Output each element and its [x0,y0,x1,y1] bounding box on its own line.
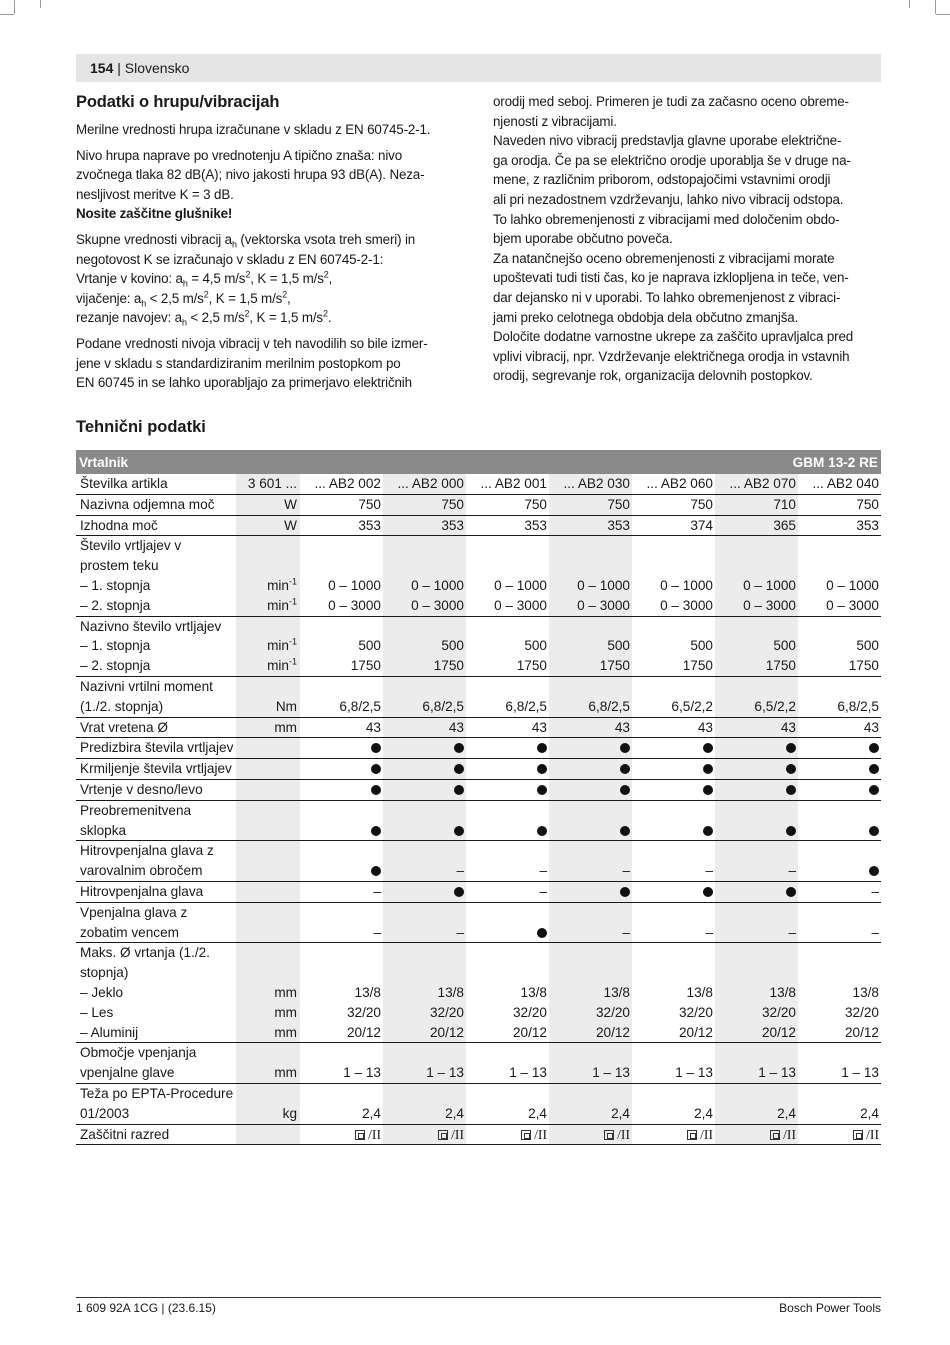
noise-heading: Podatki o hrupu/vibracijah [76,93,280,111]
ear-protection-warning: Nosite zaščitne glušnike! [76,206,233,222]
text-line: jene v skladu s standardiziranim merilnim postopkom po [76,355,401,371]
torque-row [76,676,881,717]
value-cell: 1 – 13 [798,1043,881,1084]
value-cell [798,800,881,841]
value-cell: – [632,902,715,943]
value-cell: 13/8 32/20 20/12 [383,943,466,1043]
text-line: Določite dodatne varnostne ukrepe za zaščito upravljalca pred [493,329,854,345]
value-cell [466,738,549,759]
value-cell: 6,8/2,5 [300,676,383,717]
value-cell: 1 – 13 [300,1043,383,1084]
value-cell: 750 [383,494,466,515]
row-label: Zaščitni razred [76,1124,236,1145]
value-cell: 1 – 13 [549,1043,632,1084]
filled-dot-icon [371,826,381,836]
value-cell [300,738,383,759]
value-cell [466,902,549,943]
article-number: ... AB2 060 [632,474,715,494]
table-header-row [76,450,881,474]
row-label: Krmiljenje števila vrtljajev [76,759,236,780]
filled-dot-icon [620,785,630,795]
tech-data-title: Tehnični podatki [76,418,206,436]
value-cell: 6,8/2,5 [466,676,549,717]
double-insulation-icon [438,1130,448,1140]
double-insulation-icon [355,1130,365,1140]
value-cell: 374 [632,515,715,536]
value-cell: 750 [300,494,383,515]
value-cell [383,881,466,902]
filled-dot-icon [537,928,547,938]
footer-divider [76,1297,881,1298]
text-line: dar dejansko ni v uporabi. To lahko obremenjenost z vibraci- [493,289,841,305]
double-insulation-icon [687,1130,697,1140]
filled-dot-icon [454,743,464,753]
filled-dot-icon [454,887,464,897]
row-label: Nazivni vrtilni moment (1./2. stopnja) [76,676,236,717]
unit-cell: $\min^{-1}$ $\min^{-1}$ [236,536,300,616]
value-cell: 0 – 1000 0 – 3000 [632,536,715,616]
text-line: njenosti z vibracijami. [493,113,617,129]
speed-control-row [76,759,881,780]
unit-cell [236,841,300,882]
text-line: Za natančnejšo oceno obremenjenosti z vibracijami morate [493,250,835,266]
filled-dot-icon [869,785,879,795]
value-cell: /II [466,1124,549,1145]
gear-chuck-row [76,902,881,943]
value-cell [383,738,466,759]
value-cell [798,841,881,882]
value-cell: /II [715,1124,798,1145]
value-cell [300,759,383,780]
right-column [493,92,881,386]
value-cell: 43 [383,717,466,738]
filled-dot-icon [371,764,381,774]
value-cell: 0 – 1000 0 – 3000 [798,536,881,616]
overload-clutch-row [76,800,881,841]
value-cell: – [715,841,798,882]
text-line: Podane vrednosti nivoja vibracij v teh navodilih so bile izmer- [76,335,428,351]
max-drill-row [76,943,881,1043]
row-label: Vpenjalna glava z zobatim vencem [76,902,236,943]
value-cell: 353 [466,515,549,536]
crop-mark [936,14,950,15]
value-cell [715,779,798,800]
value-cell: 13/8 32/20 20/12 [715,943,798,1043]
vibration-value-3: rezanje navojev: $a_h < 2,5$ $m/s^2$, K = 1,5 $m/s^2$. [76,308,332,329]
row-label: Število vrtljajev v prostem teku – 1. stopnja – 2. stopnja [76,536,236,616]
value-cell: 750 [632,494,715,515]
unit-cell [236,902,300,943]
value-cell: 2,4 [300,1083,383,1124]
article-row [76,474,881,494]
crop-mark [0,14,14,15]
text-line: nesljivost meritve K = 3 dB. [76,186,234,202]
filled-dot-icon [454,785,464,795]
value-cell [798,779,881,800]
row-label: Maks. Ø vrtanja (1./2. stopnja) – Jeklo – Les – Aluminij [76,943,236,1043]
filled-dot-icon [537,785,547,795]
article-number: ... AB2 002 [300,474,383,494]
filled-dot-icon [869,866,879,876]
value-cell: 353 [798,515,881,536]
noise-paragraph-2 [76,146,468,224]
value-cell [715,881,798,902]
text-line: orodij, segrevanje rok, organizacija delovnih postopkov. [493,368,813,384]
filled-dot-icon [620,764,630,774]
idle-speed-row [76,536,881,616]
value-cell: 6,8/2,5 [798,676,881,717]
footer-doc-number: 1 609 92A 1CG | (23.6.15) [76,1301,216,1315]
value-cell [715,738,798,759]
value-cell: – [300,881,383,902]
filled-dot-icon [454,826,464,836]
value-cell: 1 – 13 [466,1043,549,1084]
keyless-chuck-row [76,881,881,902]
value-cell: 0 – 1000 0 – 3000 [466,536,549,616]
unit-cell: $\min^{-1}$ $\min^{-1}$ [236,616,300,676]
row-label: Hitrovpenjalna glava z varovalnim obročem [76,841,236,882]
value-cell: 365 [715,515,798,536]
filled-dot-icon [620,743,630,753]
row-label: Hitrovpenjalna glava [76,881,236,902]
value-cell [715,759,798,780]
left-column [76,92,468,399]
value-cell [632,738,715,759]
filled-dot-icon [786,785,796,795]
value-cell: 710 [715,494,798,515]
subscript: h [231,239,237,250]
value-cell: 500 1750 [798,616,881,676]
value-cell: 0 – 1000 0 – 3000 [715,536,798,616]
value-cell [549,779,632,800]
row-label: Številka artikla [76,474,236,494]
double-insulation-icon [604,1130,614,1140]
value-cell: – [383,902,466,943]
text-line: ga orodja. Če pa se električno orodje uporablja še v druge na- [493,152,851,168]
filled-dot-icon [620,887,630,897]
unit-cell [236,881,300,902]
value-cell [798,738,881,759]
value-cell: 500 1750 [632,616,715,676]
value-cell: – [715,902,798,943]
unit-cell: W [236,515,300,536]
article-number: ... AB2 030 [549,474,632,494]
row-label: Vrat vretena Ø [76,717,236,738]
value-cell: /II [632,1124,715,1145]
value-cell: 500 1750 [715,616,798,676]
vibration-value-1: Vrtanje v kovino: $a_h = 4,5$ $m/s^2$, K = 1,5 $m/s^2$, [76,269,333,289]
value-cell: 353 [549,515,632,536]
filled-dot-icon [703,764,713,774]
value-cell: 13/8 32/20 20/12 [632,943,715,1043]
value-cell: 750 [549,494,632,515]
chuck-range-row [76,1043,881,1084]
text-line: upoštevati tudi tisti čas, ko je naprava izklopljena in teče, ven- [493,270,849,286]
model-header: GBM 13-2 RE [300,450,881,474]
value-cell [466,779,549,800]
filled-dot-icon [454,764,464,774]
value-cell: 43 [549,717,632,738]
value-cell [300,841,383,882]
value-cell [632,800,715,841]
footer-brand: Bosch Power Tools [779,1301,881,1315]
text-line: To lahko obremenjenosti z vibracijami med določenim obdo- [493,211,840,227]
value-cell: 13/8 32/20 20/12 [466,943,549,1043]
filled-dot-icon [537,743,547,753]
value-cell [466,800,549,841]
filled-dot-icon [620,826,630,836]
filled-dot-icon [786,826,796,836]
value-cell: 500 1750 [383,616,466,676]
weight-row [76,1083,881,1124]
value-cell [715,800,798,841]
reverse-rotation-row [76,779,881,800]
value-cell: 6,5/2,2 [715,676,798,717]
row-label: Preobremenitvena sklopka [76,800,236,841]
value-cell: 2,4 [715,1083,798,1124]
value-cell: 2,4 [466,1083,549,1124]
crop-mark [14,0,15,14]
crop-mark [935,0,936,14]
value-cell [466,759,549,780]
filled-dot-icon [786,743,796,753]
value-cell: 6,5/2,2 [632,676,715,717]
text-line: Skupne vrednosti vibracij a [76,231,232,247]
double-insulation-icon [521,1130,531,1140]
value-cell [300,779,383,800]
value-cell: 1 – 13 [715,1043,798,1084]
value-cell: – [383,841,466,882]
value-cell: /II [798,1124,881,1145]
value-cell: 750 [466,494,549,515]
filled-dot-icon [869,764,879,774]
filled-dot-icon [703,826,713,836]
value-cell: 13/8 32/20 20/12 [798,943,881,1043]
value-cell [632,779,715,800]
value-cell: – [466,881,549,902]
section-name: Slovensko [124,60,190,76]
value-cell: 500 1750 [300,616,383,676]
unit-cell: mm mm mm [236,943,300,1043]
row-label: Nazivno število vrtljajev – 1. stopnja – 2. stopnja [76,616,236,676]
value-cell: 0 – 1000 0 – 3000 [549,536,632,616]
text-line: jami preko celotnega obdobja dela občutno zmanjša. [493,309,799,325]
crop-mark [40,0,41,8]
value-cell [632,759,715,780]
value-cell: 2,4 [798,1083,881,1124]
value-cell: 500 1750 [549,616,632,676]
filled-dot-icon [371,743,381,753]
text-line: Naveden nivo vibracij predstavlja glavne uporabe električne- [493,133,842,149]
protection-class-row [76,1124,881,1145]
value-cell: 2,4 [383,1083,466,1124]
value-cell [549,800,632,841]
vibration-note [76,334,468,393]
page-header [76,54,881,82]
filled-dot-icon [869,743,879,753]
article-prefix: 3 601 ... [236,474,300,494]
value-cell: 43 [300,717,383,738]
value-cell: 0 – 1000 0 – 3000 [383,536,466,616]
unit-cell: Nm [236,676,300,717]
value-cell [383,779,466,800]
filled-dot-icon [703,743,713,753]
value-cell: 2,4 [549,1083,632,1124]
row-label: Teža po EPTA-Procedure 01/2003 [76,1083,236,1124]
filled-dot-icon [786,764,796,774]
value-cell: 13/8 32/20 20/12 [300,943,383,1043]
value-cell: 750 [798,494,881,515]
value-cell: – [549,841,632,882]
value-cell [300,800,383,841]
speed-preselection-row [76,738,881,759]
double-insulation-icon [770,1130,780,1140]
text-line: mene, z različnim priborom, odstopajočimi vstavnimi orodji [493,172,831,188]
unit-cell: mm [236,1043,300,1084]
value-cell: 13/8 32/20 20/12 [549,943,632,1043]
tech-data-table [76,450,881,1145]
value-cell [798,759,881,780]
value-cell: – [798,902,881,943]
unit-cell [236,738,300,759]
value-cell: 1 – 13 [383,1043,466,1084]
value-cell: /II [383,1124,466,1145]
vibration-value-2: vijačenje: $a_h < 2,5$ $m/s^2$, K = 1,5 $m/s^2$, [76,289,291,309]
value-cell [549,881,632,902]
article-number: ... AB2 040 [798,474,881,494]
value-cell: 0 – 1000 0 – 3000 [300,536,383,616]
text-line: negotovost K se izračunajo v skladu z EN 60745-2-1: [76,251,384,267]
value-cell: 353 [300,515,383,536]
value-cell: – [549,902,632,943]
article-number: ... AB2 001 [466,474,549,494]
filled-dot-icon [371,785,381,795]
filled-dot-icon [703,785,713,795]
text-line: ali pri nezadostnem vzdrževanju, lahko nivo vibracij odstopa. [493,191,844,207]
value-cell: 43 [798,717,881,738]
rated-power-row [76,494,881,515]
unit-cell [236,800,300,841]
value-cell: 1 – 13 [632,1043,715,1084]
row-label: Predizbira števila vrtljajev [76,738,236,759]
value-cell: 6,8/2,5 [383,676,466,717]
crop-mark [909,0,910,8]
rated-speed-row [76,616,881,676]
value-cell: – [632,841,715,882]
row-label: Območje vpenjanja vpenjalne glave [76,1043,236,1084]
value-cell: – [798,881,881,902]
text-line: EN 60745 in se lahko uporabljajo za primerjavo električnih [76,375,412,391]
text-line: orodij med seboj. Primeren je tudi za začasno oceno obreme- [493,94,849,109]
separator: | [113,60,125,76]
vibration-paragraph [76,230,468,328]
row-label: Izhodna moč [76,515,236,536]
unit-cell [236,1124,300,1145]
spindle-collar-row [76,717,881,738]
text-line: zvočnega tlaka 82 dB(A); nivo jakosti hrupa 93 dB(A). Neza- [76,167,425,183]
filled-dot-icon [869,826,879,836]
noise-paragraph-1: Merilne vrednosti hrupa izračunane v skladu z EN 60745-2-1. [76,122,431,137]
value-cell: /II [549,1124,632,1145]
unit-cell: W [236,494,300,515]
value-cell: – [300,902,383,943]
value-cell: 500 1750 [466,616,549,676]
article-number: ... AB2 070 [715,474,798,494]
text-line: Nivo hrupa naprave po vrednotenju A tipično znaša: nivo [76,147,402,163]
value-cell: 43 [632,717,715,738]
filled-dot-icon [537,764,547,774]
value-cell: 2,4 [632,1083,715,1124]
value-cell: – [466,841,549,882]
value-cell: 353 [383,515,466,536]
keyless-chuck-ring-row [76,841,881,882]
value-cell: 43 [466,717,549,738]
filled-dot-icon [371,866,381,876]
double-insulation-icon [853,1130,863,1140]
filled-dot-icon [703,887,713,897]
output-power-row [76,515,881,536]
text-line: vplivi vibracij, npr. Vzdrževanje električnega orodja in vstavnih [493,348,850,364]
value-cell [549,738,632,759]
unit-cell [236,759,300,780]
filled-dot-icon [537,826,547,836]
page-number: 154 [90,60,114,76]
row-label: Vrtenje v desno/levo [76,779,236,800]
value-cell: 6,8/2,5 [549,676,632,717]
article-number: ... AB2 000 [383,474,466,494]
value-cell [549,759,632,780]
product-type-header: Vrtalnik [76,450,300,474]
unit-cell: mm [236,717,300,738]
text-line: (vektorska vsota treh smeri) in [236,231,416,247]
filled-dot-icon [786,887,796,897]
row-label: Nazivna odjemna moč [76,494,236,515]
value-cell [383,759,466,780]
unit-cell: kg [236,1083,300,1124]
value-cell [383,800,466,841]
value-cell: 43 [715,717,798,738]
unit-cell [236,779,300,800]
value-cell [632,881,715,902]
text-line: bjem uporabe občutno poveča. [493,231,673,247]
value-cell: /II [300,1124,383,1145]
